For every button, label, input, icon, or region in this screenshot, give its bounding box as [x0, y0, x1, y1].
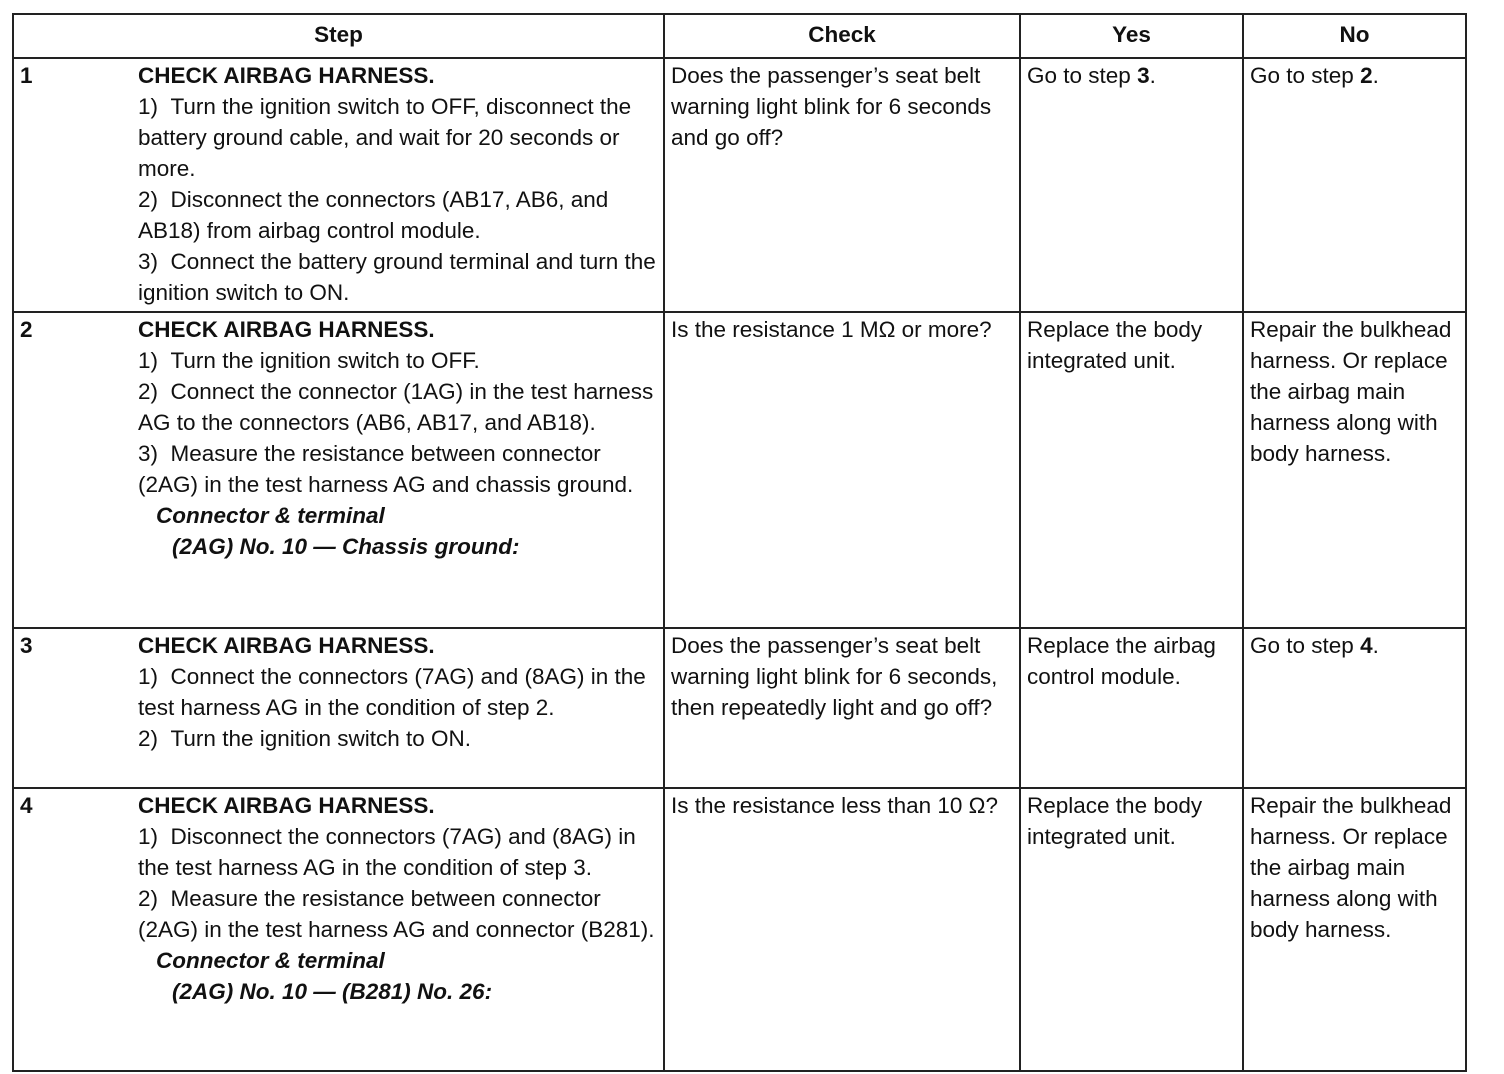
- no-prefix: Go to step: [1250, 63, 1361, 88]
- header-check: Check: [664, 14, 1020, 58]
- yes-cell: [1020, 788, 1243, 1071]
- yes-step-ref: 3: [1137, 63, 1150, 88]
- step-cell: [13, 58, 664, 312]
- yes-cell: [1020, 312, 1243, 628]
- no-prefix: Go to step: [1250, 633, 1361, 658]
- no-cell: [1243, 58, 1466, 312]
- no-text: [1244, 313, 1465, 469]
- step-line: 3) Measure the resistance between connector (2AG) in the test harness AG and chassis ground.: [138, 441, 634, 497]
- no-step-ref: 2: [1360, 63, 1373, 88]
- no-cell: [1243, 628, 1466, 788]
- header-step: Step: [13, 14, 664, 58]
- no-suffix: .: [1372, 633, 1379, 658]
- no-text: [1244, 629, 1465, 661]
- step-line: 1) Turn the ignition switch to OFF.: [138, 348, 480, 373]
- check-text: Is the resistance 1 MΩ or more?: [671, 317, 992, 342]
- yes-cell: [1020, 628, 1243, 788]
- step-title: CHECK AIRBAG HARNESS.: [138, 793, 435, 818]
- diagnostic-table: [12, 13, 1467, 1072]
- yes-text: [1021, 789, 1242, 852]
- step-title: CHECK AIRBAG HARNESS.: [138, 63, 435, 88]
- table-row: [13, 628, 1466, 788]
- yes-suffix: .: [1149, 63, 1156, 88]
- step-cell: [13, 312, 664, 628]
- yes-prefix: Replace the body integrated unit.: [1027, 317, 1203, 373]
- step-line: 2) Disconnect the connectors (AB17, AB6, and AB18) from airbag control module.: [138, 187, 609, 243]
- step-line: 1) Connect the connectors (7AG) and (8AG) in the test harness AG in the condition of step 2.: [138, 664, 646, 720]
- no-prefix: Repair the bulkhead harness. Or replace the airbag main harness along with body harness.: [1250, 793, 1452, 942]
- table-row: [13, 788, 1466, 1071]
- connector-spec-label: Connector & terminal: [156, 948, 385, 973]
- check-text: Does the passenger’s seat belt warning light blink for 6 seconds, then repeatedly light and go off?: [671, 633, 998, 720]
- yes-text: [1021, 59, 1242, 91]
- header-yes: Yes: [1020, 14, 1243, 58]
- check-cell: [664, 312, 1020, 628]
- table-row: [13, 312, 1466, 628]
- step-line: 1) Turn the ignition switch to OFF, disconnect the battery ground cable, and wait for 20 seconds or more.: [138, 94, 632, 181]
- yes-prefix: Replace the airbag control module.: [1027, 633, 1216, 689]
- yes-prefix: Replace the body integrated unit.: [1027, 793, 1203, 849]
- no-prefix: Repair the bulkhead harness. Or replace the airbag main harness along with body harness.: [1250, 317, 1452, 466]
- check-text: Is the resistance less than 10 Ω?: [671, 793, 998, 818]
- check-cell: [664, 58, 1020, 312]
- no-text: [1244, 789, 1465, 945]
- check-cell: [664, 788, 1020, 1071]
- no-cell: [1243, 312, 1466, 628]
- step-number: 3: [20, 633, 33, 658]
- connector-spec-label: Connector & terminal: [156, 503, 385, 528]
- step-title: CHECK AIRBAG HARNESS.: [138, 317, 435, 342]
- no-cell: [1243, 788, 1466, 1071]
- step-number: 1: [20, 63, 33, 88]
- yes-text: [1021, 629, 1242, 692]
- yes-text: [1021, 313, 1242, 376]
- step-cell: [13, 628, 664, 788]
- yes-cell: [1020, 58, 1243, 312]
- connector-spec-value: (2AG) No. 10 — (B281) No. 26:: [172, 979, 493, 1004]
- no-text: [1244, 59, 1465, 91]
- step-line: 3) Connect the battery ground terminal and turn the ignition switch to ON.: [138, 249, 656, 305]
- check-text: Does the passenger’s seat belt warning light blink for 6 seconds and go off?: [671, 63, 992, 150]
- table-row: [13, 58, 1466, 312]
- no-suffix: .: [1372, 63, 1379, 88]
- step-line: 1) Disconnect the connectors (7AG) and (8AG) in the test harness AG in the condition of step 3.: [138, 824, 636, 880]
- step-line: 2) Turn the ignition switch to ON.: [138, 726, 472, 751]
- step-line: 2) Connect the connector (1AG) in the test harness AG to the connectors (AB6, AB17, and AB18).: [138, 379, 654, 435]
- step-cell: [13, 788, 664, 1071]
- step-number: 2: [20, 317, 33, 342]
- step-number: 4: [20, 793, 33, 818]
- step-line: 2) Measure the resistance between connector (2AG) in the test harness AG and connector (B281).: [138, 886, 655, 942]
- no-step-ref: 4: [1360, 633, 1373, 658]
- header-row: [13, 14, 1466, 58]
- step-title: CHECK AIRBAG HARNESS.: [138, 633, 435, 658]
- yes-prefix: Go to step: [1027, 63, 1138, 88]
- check-cell: [664, 628, 1020, 788]
- connector-spec-value: (2AG) No. 10 — Chassis ground:: [172, 534, 520, 559]
- header-no: No: [1243, 14, 1466, 58]
